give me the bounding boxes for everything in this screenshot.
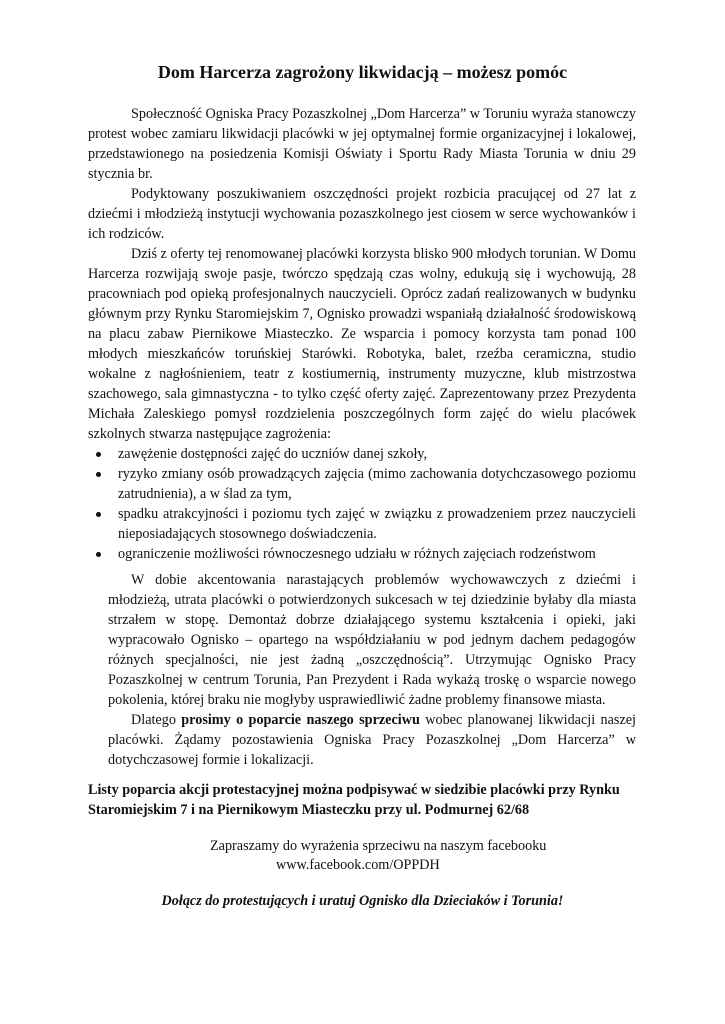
list-item xyxy=(88,504,636,544)
closing-slogan: Dołącz do protestujących i uratuj Ognisko dla Dzieciaków i Torunia! xyxy=(161,893,564,909)
paragraph-consequences: W dobie akcentowania narastających problemów wychowawczych z dziećmi i młodzieżą, utrata placówki o potwierdzonych sukcesach w tej dziedzinie byłaby dla miasta strzałem w stopę. Demontaż dobrze działającego systemu kształcenia i opieki, jaki wypracowało Ognisko – opartego na współdziałaniu w pod jednym dachem pedagogów różnych specjalności, nie jest żadną „oszczędnością”. Utrzymując Ognisko Pracy Pozaszkolnej w centrum Torunia, Pan Prezydent i Rada wykażą troskę o wsparcie nowego pokolenia, której braku nie mogłyby usprawiedliwić żadne problemy finansowe miasta. xyxy=(108,572,636,708)
appeal-end: wobec planowanej likwidacji naszej placówki. Żądamy pozostawienia Ogniska Pracy Pozaszkolnej „Dom Harcerza” w dotychczasowej formie i lokalizacji. xyxy=(108,712,636,768)
appeal-start: Dlatego xyxy=(131,712,182,728)
document-body xyxy=(88,104,636,564)
list-item-text: spadku atrakcyjności i poziomu tych zajęć w związku z prowadzeniem przez nauczycieli nieposiadających stosownego doświadczenia. xyxy=(118,506,636,542)
facebook-invite: Zapraszamy do wyrażenia sprzeciwu na naszym facebooku xyxy=(210,838,547,854)
bullet-icon xyxy=(96,472,101,477)
list-item-text: ryzyko zmiany osób prowadzących zajęcia (mimo zachowania dotychczasowego poziomu zatrudnienia), a w ślad za tym, xyxy=(118,466,636,502)
list-item xyxy=(88,444,636,464)
paragraph-offer: Dziś z oferty tej renomowanej placówki korzysta blisko 900 młodych torunian. W Domu Harcerza rozwijają swoje pasje, twórczo spędzają czas wolny, edukują się i wychowują, 28 pracowniach pod opieką profesjonalnych nauczycieli. Oprócz zadań realizowanych w budynku głównym przy Rynku Staromiejskim 7, Ognisko prowadzi wspaniałą działalność środowiskową na placu zabaw Piernikowe Miasteczko. Ze wsparcia i pomocy korzysta tam ponad 100 młodych mieszkańców toruńskiej Starówki. Robotyka, balet, rzeźba ceramiczna, studio wokalne z nagłośnieniem, teatr z kostiumernią, instrumenty muzyczne, klub mistrzostwa szachowego, sala gimnastyczna - to tylko część oferty zajęć. Zaprezentowany przez Prezydenta Michała Zaleskiego pomysł rozdzielenia poszczególnych form zajęć do wielu placówek szkolnych stwarza następujące zagrożenia: xyxy=(88,246,636,442)
paragraph-project: Podyktowany poszukiwaniem oszczędności projekt rozbicia pracującej od 27 lat z dziećmi i młodzieżą instytucji wychowania pozaszkolnego jest ciosem w serce wychowanków i ich rodziców. xyxy=(88,186,636,242)
bullet-icon xyxy=(96,552,101,557)
list-item xyxy=(88,464,636,504)
threats-list xyxy=(88,444,636,564)
signature-notice: Listy poparcia akcji protestacyjnej można podpisywać w siedzibie placówki przy Rynku Staromiejskim 7 i na Piernikowym Miasteczku przy ul. Podmurnej 62/68 xyxy=(88,782,620,818)
bullet-icon xyxy=(96,452,101,457)
bullet-icon xyxy=(96,512,101,517)
facebook-link[interactable]: www.facebook.com/OPPDH xyxy=(276,857,440,873)
list-item xyxy=(88,544,636,564)
list-item-text: zawężenie dostępności zajęć do uczniów danej szkoły, xyxy=(118,446,428,462)
appeal-bold: prosimy o poparcie naszego sprzeciwu xyxy=(181,712,420,728)
document-body-continued xyxy=(108,570,636,770)
list-item-text: ograniczenie możliwości równoczesnego udziału w różnych zajęciach rodzeństwom xyxy=(118,546,596,562)
page-title: Dom Harcerza zagrożony likwidacją – możesz pomóc xyxy=(157,62,568,82)
paragraph-appeal xyxy=(108,710,636,770)
paragraph-protest: Społeczność Ogniska Pracy Pozaszkolnej „Dom Harcerza” w Toruniu wyraża stanowczy protest wobec zamiaru likwidacji placówki w jej optymalnej formie organizacyjnej i lokalowej, przedstawionego na posiedzenia Komisji Oświaty i Sportu Rady Miasta Torunia w dniu 29 stycznia br. xyxy=(88,106,636,182)
